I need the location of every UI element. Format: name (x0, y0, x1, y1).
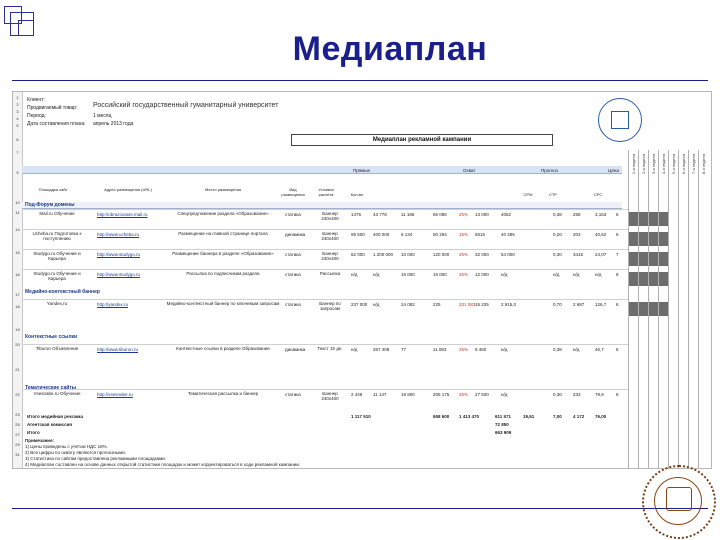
table-cell: Баннер 240x400 (321, 211, 339, 221)
column-header: CPC (593, 192, 603, 197)
table-cell: 62 000 (351, 252, 365, 257)
total-value: 658 600 (433, 414, 450, 419)
table-cell: 25% (459, 212, 469, 217)
table-cell: статика (285, 272, 301, 277)
week-column-label: 8-я неделя (701, 154, 706, 175)
table-cell: Контекстные ссылки в разделе Образование (176, 346, 270, 351)
week-column (698, 150, 709, 468)
table-cell: Баннер 240x400 (321, 251, 339, 261)
university-name: Российский государственный гуманитарный университет (93, 102, 279, 109)
slide-title: Медиаплан (292, 30, 488, 68)
table-cell: 11 186 (401, 212, 415, 217)
week-column-label: 2-я неделя (641, 154, 646, 175)
table-cell: Баннер 240x400 (321, 231, 339, 241)
group-header: Цена (608, 168, 619, 173)
table-cell: н/д (373, 302, 380, 307)
table-cell: 25% (459, 347, 469, 352)
note-line: 4) Медиаплан составлен на основе данных открытой статистики площадок и может корректироваться в ходе рекламной кампании. (25, 462, 301, 467)
week-column-label: 1-я неделя (631, 154, 636, 175)
table-cell: статика (285, 302, 301, 307)
info-product: Продвигаемый товар: (27, 105, 78, 111)
table-cell: н/д (351, 272, 358, 277)
row-divider (22, 299, 628, 300)
week-column-label: 6-я неделя (681, 154, 686, 175)
table-cell: 78,8 (595, 392, 604, 397)
university-logo (598, 98, 642, 142)
table-cell: 13 000 (475, 212, 489, 217)
table-cell: 11 147 (373, 392, 387, 397)
table-cell: 10 000 (401, 252, 415, 257)
table-cell: Mail.ru Обучение (39, 211, 75, 216)
column-header: Вид размещения (281, 187, 305, 197)
group-header-band (22, 166, 622, 174)
table-cell: 40 485 (501, 232, 515, 237)
table-cell: 0,20 (553, 232, 562, 237)
section-label: Медийно-контекстный баннер (25, 289, 100, 295)
table-cell[interactable]: http://www.studygo.ru (97, 272, 141, 277)
table-cell: Спецпредложение раздела «Образование» (177, 211, 269, 216)
title-divider (12, 80, 708, 81)
section-label: Тематические сайты (25, 385, 77, 391)
schedule-columns (628, 150, 711, 468)
table-cell: 258 (573, 212, 581, 217)
table-cell: Баннер по запросам (319, 301, 341, 311)
table-cell: 24,07 (595, 252, 607, 257)
row-divider (22, 344, 628, 345)
total-value: 4 172 (573, 414, 585, 419)
notes-title: Примечание: (25, 438, 55, 443)
table-cell: статика (285, 252, 301, 257)
table-cell[interactable]: http://yandex.ru (97, 302, 129, 307)
total-label: Итого (27, 430, 40, 435)
week-column-label: 7-я неделя (691, 154, 696, 175)
table-cell: 205 175 (433, 392, 450, 397)
table-cell: 54 000 (501, 252, 515, 257)
total-label: Итого медийная реклама (27, 414, 83, 419)
column-header: Адрес размещения (URL) (104, 187, 152, 192)
section-label: Под-Форум домены (25, 202, 75, 208)
table-cell: 7 (616, 252, 619, 257)
column-header: СТР (549, 192, 557, 197)
section-band (22, 202, 622, 209)
row-divider (22, 209, 628, 210)
column-header: Площадка сайт (38, 187, 68, 192)
row-divider (22, 229, 628, 230)
table-cell: 2 445 (351, 392, 363, 397)
table-cell: 2 915,0 (501, 302, 517, 307)
table-cell: 203 (573, 232, 581, 237)
table-cell: 15 225 (475, 302, 489, 307)
table-cell: 4052 (501, 212, 512, 217)
table-cell: 6 (616, 302, 619, 307)
table-cell: 0,38 (553, 347, 562, 352)
table-cell: н/д (501, 272, 508, 277)
column-header: Место размещения (204, 187, 242, 192)
row-divider (22, 249, 628, 250)
section-label: Контекстные ссылки (25, 334, 78, 340)
table-cell: 1 200 000 (373, 252, 394, 257)
table-cell: 126,7 (595, 302, 607, 307)
week-column-label: 5-я неделя (671, 154, 676, 175)
table-cell: 6 (616, 347, 619, 352)
table-cell: 25% (459, 252, 469, 257)
table-cell: 0,70 (553, 302, 562, 307)
column-header: Условия расчёта (318, 187, 334, 197)
table-cell: 6 (616, 392, 619, 397)
total-value: 1 117 510 (351, 414, 371, 419)
table-cell: динамика (285, 347, 306, 352)
table-cell: Studygo.ru Обучение и Карьера (33, 251, 81, 261)
table-cell: 3415 (573, 252, 584, 257)
table-cell: 5 460 (475, 347, 487, 352)
row-numbers: 1 2 3 4 5 6 7 9 10 11 14 15 16 17 18 19 20 21 22 23 25 27 29 31 (13, 92, 23, 468)
table-cell: Тематическая рассылка и баннер (187, 391, 259, 396)
table-cell: 40,62 (595, 232, 607, 237)
table-cell: 5 (616, 232, 619, 237)
table-cell: 3,163 (595, 212, 607, 217)
table-cell: 225 (433, 302, 441, 307)
footer-divider (12, 508, 708, 509)
table-cell: 46,7 (595, 347, 604, 352)
table-cell: н/д (553, 272, 560, 277)
column-header: CPM (523, 192, 533, 197)
table-cell: статика (285, 212, 301, 217)
table-cell: 11 063 (433, 347, 447, 352)
table-cell: 233 (573, 392, 581, 397)
table-cell: Vsesnabe.ru Обучение (33, 391, 81, 396)
table-cell: 120 000 (433, 252, 450, 257)
table-cell: 231 083 (459, 302, 476, 307)
university-seal-logo (642, 465, 716, 539)
note-line: 2) Все цифры по охвату являются прогнозными. (25, 450, 126, 455)
spreadsheet-image (12, 91, 712, 469)
total-value: 19,61 (523, 414, 535, 419)
mediaplan-banner: Медиаплан рекламной кампании (291, 134, 553, 146)
table-cell: Рассылка по подписчикам раздела (186, 271, 260, 276)
table-cell: 267 408 (373, 347, 390, 352)
table-cell: н/д (573, 272, 580, 277)
row-divider (22, 269, 628, 270)
table-cell: 6 (616, 212, 619, 217)
table-cell: 12 000 (475, 272, 489, 277)
table-cell: статика (285, 392, 301, 397)
table-cell: н/д (501, 347, 508, 352)
table-cell: 0,38 (553, 212, 562, 217)
table-cell: 1475 (351, 212, 362, 217)
table-cell: 43 778 (373, 212, 387, 217)
table-cell: Yandex.ru (46, 301, 68, 306)
table-cell: 8 (616, 272, 619, 277)
table-cell: н/д (501, 392, 508, 397)
table-cell: динамика (285, 232, 306, 237)
info-period-value: 1 месяц (93, 113, 112, 119)
table-cell: 86 086 (433, 212, 447, 217)
table-cell: 237 000 (351, 302, 368, 307)
table-cell: н/д (351, 347, 358, 352)
table-cell: 6 134 (401, 232, 413, 237)
table-cell: Текст 15 дн. (317, 346, 343, 351)
note-line: 1) Цены приведены с учётом НДС 18%. (25, 444, 108, 449)
table-cell: 25% (459, 392, 469, 397)
column-header: Кол-во (350, 192, 364, 197)
table-cell: 2 687 (573, 302, 585, 307)
info-period: Период: (27, 113, 46, 119)
table-cell: 15 000 (401, 272, 415, 277)
table-cell: 50 294 (433, 232, 447, 237)
group-header: Прямые (353, 168, 370, 173)
table-cell: Ucheba.ru Подготовка к поступлению (32, 231, 82, 241)
group-header: Охват (463, 168, 476, 173)
info-date: Дата составления плана: (27, 121, 86, 127)
table-cell[interactable]: http://www.tiburon.ru (97, 347, 139, 352)
table-cell: 400 000 (373, 232, 390, 237)
table-cell: Размещение баннера в разделе «Образование» (172, 251, 274, 256)
table-cell[interactable]: http://www.studygo.ru (97, 252, 141, 257)
table-cell: 0,30 (553, 392, 562, 397)
group-header: Прогноз (541, 168, 558, 173)
week-column-label: 4-я неделя (661, 154, 666, 175)
row-divider (22, 389, 628, 390)
table-cell: 25% (459, 272, 469, 277)
total-label: Агентская комиссия (27, 422, 72, 427)
total-value: 611 571 (495, 414, 512, 419)
week-column-label: 3-я неделя (651, 154, 656, 175)
total-value: 1 413 470 (459, 414, 480, 419)
table-cell: 27 500 (475, 392, 489, 397)
table-cell: 19 800 (401, 392, 415, 397)
table-cell[interactable]: http://vsesnabe.ru (97, 392, 133, 397)
table-cell: 15% (459, 232, 469, 237)
table-cell: 32 000 (475, 252, 489, 257)
table-cell: н/д (373, 272, 380, 277)
table-cell: 95 500 (351, 232, 365, 237)
table-cell[interactable]: http://obrazovanie.mail.ru (97, 212, 148, 217)
table-cell: 5615 (475, 232, 486, 237)
table-cell: 77 (401, 347, 407, 352)
table-cell: 24 082 (401, 302, 415, 307)
table-cell: Tiburon Объявления (35, 346, 79, 351)
table-cell: Рассылка (319, 271, 341, 276)
table-cell: Медийно-контекстный баннер по ключевым запросам (166, 301, 280, 306)
table-cell: Размещение на главной странице портала (178, 231, 268, 236)
table-cell: н/д (573, 347, 580, 352)
total-value: 663 909 (495, 430, 512, 435)
table-cell[interactable]: http://www.ucheba.ru (97, 232, 140, 237)
table-cell: Studygo.ru Обучение и Карьера (33, 271, 81, 281)
note-line: 3) Статистика по сайтам предоставлена рекламными площадками. (25, 456, 167, 461)
total-value: 72 850 (495, 422, 509, 427)
total-value: 76,00 (595, 414, 607, 419)
table-cell: Баннер 240x400 (321, 391, 339, 401)
info-client: Клиент: (27, 97, 45, 103)
info-date-value: апрель 2013 года (93, 121, 134, 127)
table-cell: 0,30 (553, 252, 562, 257)
table-cell: н/д (595, 272, 602, 277)
slide-decoration (2, 4, 40, 42)
total-value: 7,00 (553, 414, 562, 419)
table-cell: 15 000 (433, 272, 447, 277)
